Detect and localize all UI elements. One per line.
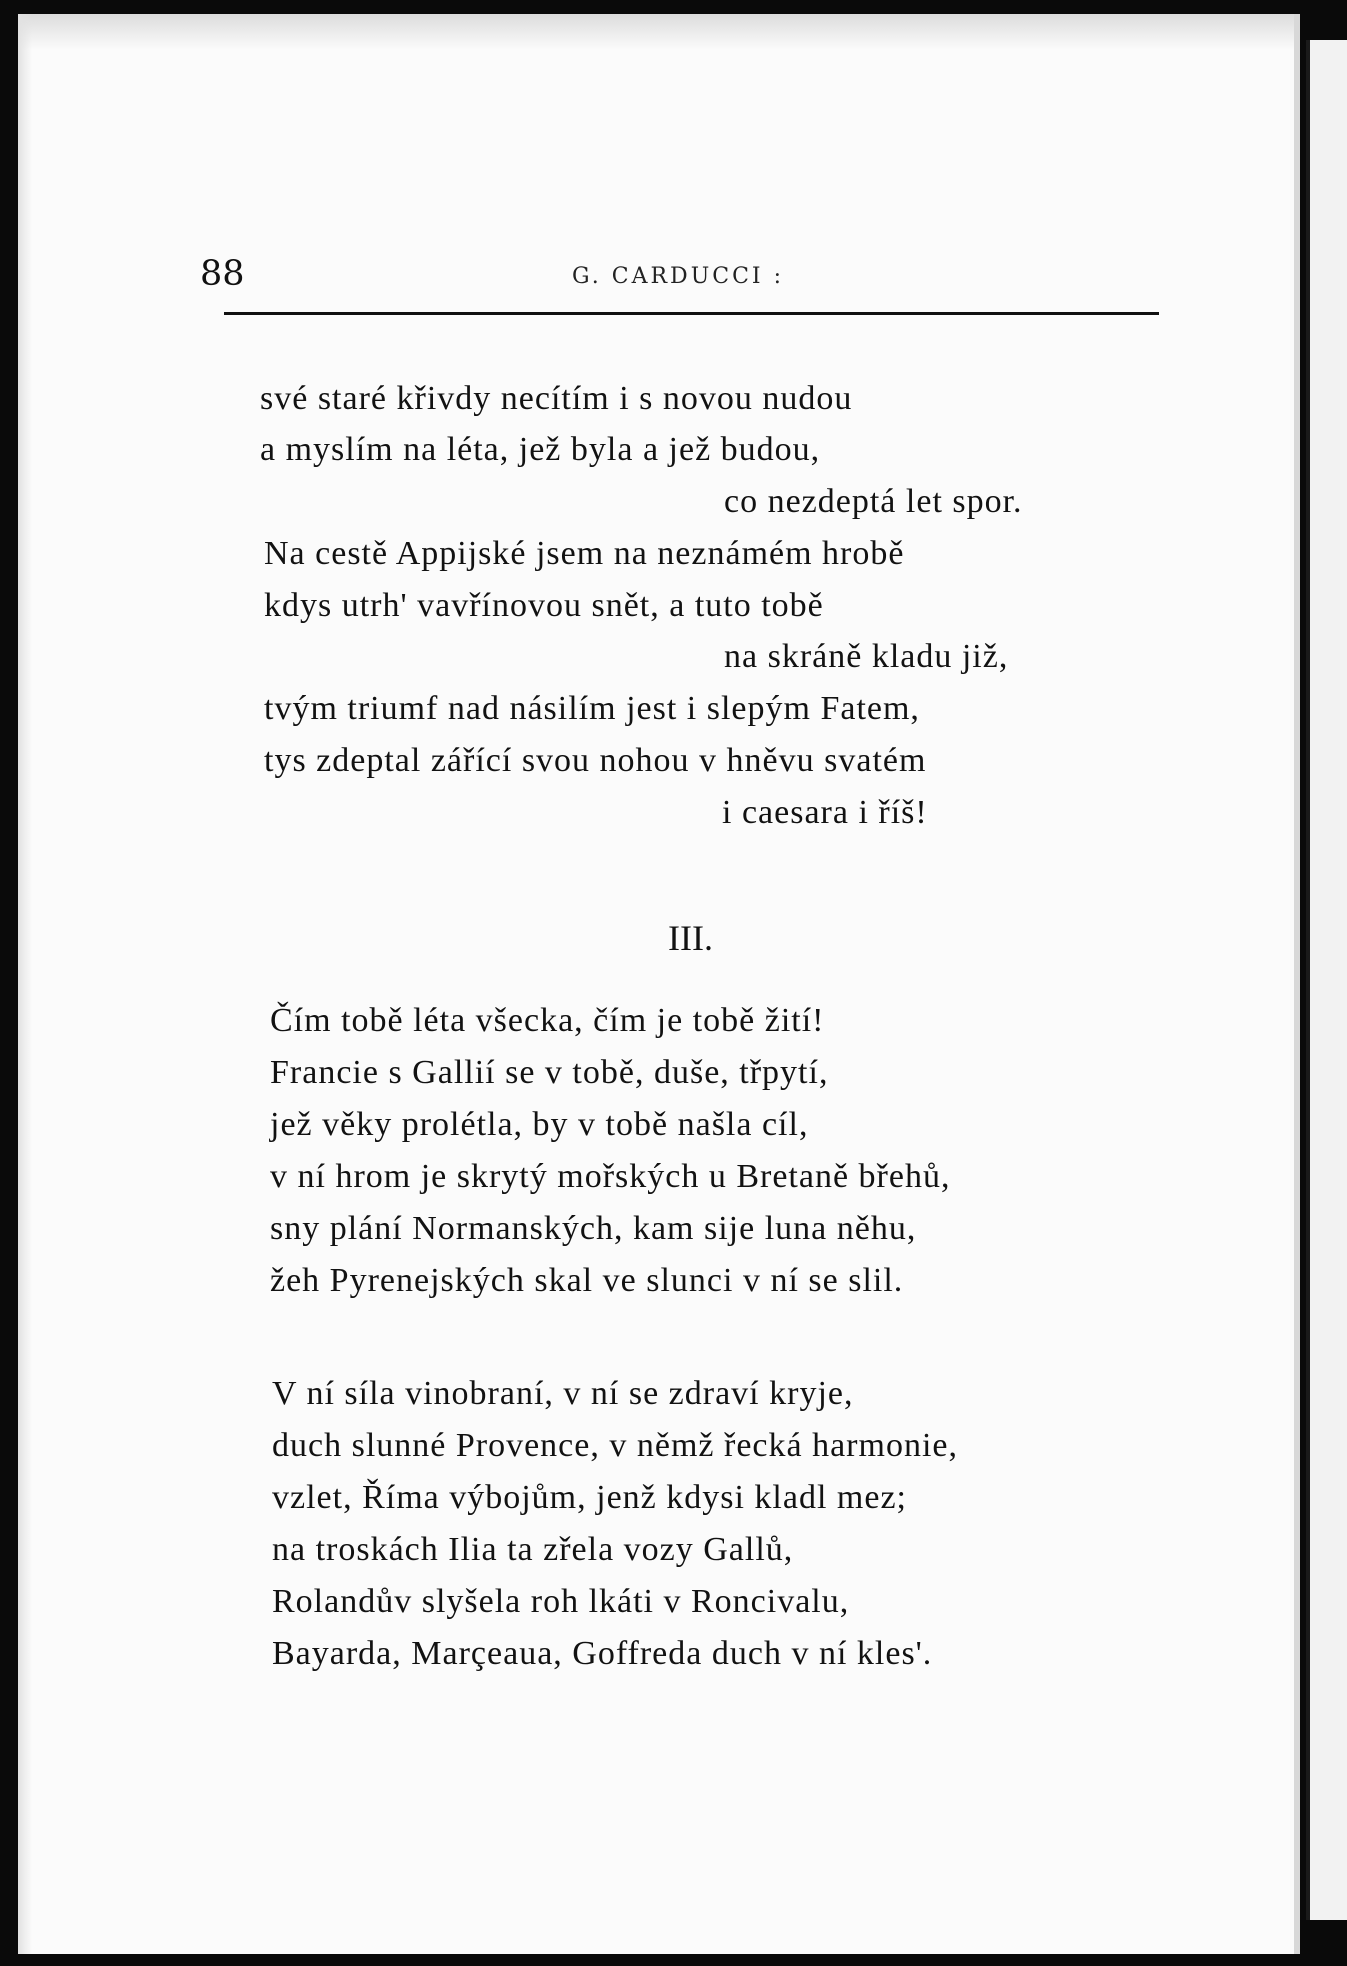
poem-line: na troskách Ilia ta zřela vozy Gallů, <box>272 1531 794 1568</box>
page-right-edge <box>1294 14 1300 1954</box>
poem-line: jež věky prolétla, by v tobě našla cíl, <box>270 1106 809 1143</box>
poem-line: duch slunné Provence, v němž řecká harmonie, <box>272 1427 958 1464</box>
poem-line: co nezdeptá let spor. <box>724 483 1023 520</box>
poem-line: Na cestě Appijské jsem na neznámém hrobě <box>264 535 905 572</box>
section-numeral: III. <box>668 918 713 958</box>
poem-line: Bayarda, Marçeaua, Goffreda duch v ní kles'. <box>272 1635 933 1672</box>
poem-line: sny plání Normanských, kam sije luna něhu, <box>270 1210 917 1247</box>
poem-line: V ní síla vinobraní, v ní se zdraví kryje, <box>272 1375 854 1412</box>
poem-line: tvým triumf nad násilím jest i slepým Fatem, <box>264 690 920 727</box>
page-number: 88 <box>200 254 245 294</box>
poem-line: i caesara i říš! <box>722 794 928 831</box>
header-rule <box>224 312 1159 315</box>
page-top-shadow <box>18 14 1300 50</box>
running-head: G. CARDUCCI : <box>572 264 785 289</box>
poem-line: tys zdeptal zářící svou nohou v hněvu svatém <box>264 742 927 779</box>
poem-line: na skráně kladu již, <box>724 638 1009 675</box>
poem-line: a myslím na léta, jež byla a jež budou, <box>260 431 821 468</box>
poem-line: žeh Pyrenejských skal ve slunci v ní se slil. <box>270 1262 904 1299</box>
next-page-edge <box>1306 40 1347 1920</box>
poem-line: své staré křivdy necítím i s novou nudou <box>260 380 853 417</box>
poem-line: Rolandův slyšela roh lkáti v Roncivalu, <box>272 1583 850 1620</box>
poem-line: vzlet, Říma výbojům, jenž kdysi kladl mez; <box>272 1479 907 1516</box>
page-left-shadow <box>18 14 32 1954</box>
poem-line: Čím tobě léta všecka, čím je tobě žití! <box>270 1002 825 1039</box>
poem-line: kdys utrh' vavřínovou snět, a tuto tobě <box>264 587 824 624</box>
poem-line: Francie s Gallií se v tobě, duše, třpytí, <box>270 1054 829 1091</box>
poem-line: v ní hrom je skrytý mořských u Bretaně břehů, <box>270 1158 951 1195</box>
